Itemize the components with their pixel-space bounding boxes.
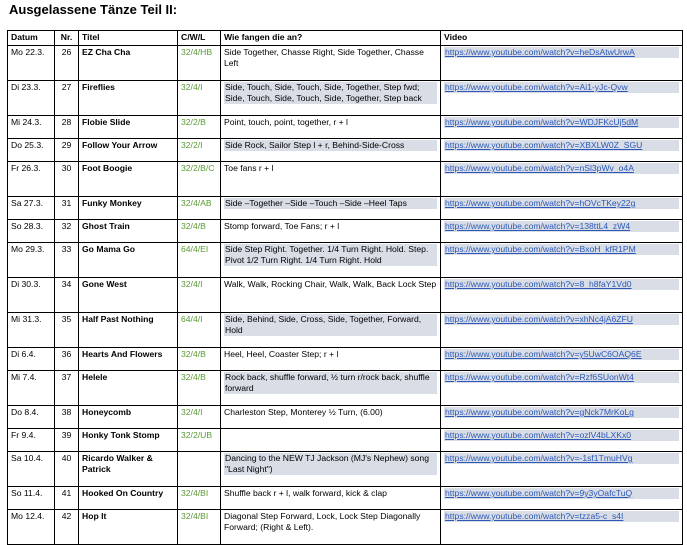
cwl-cell: 32/2/I <box>181 140 203 150</box>
title-cell: Gone West <box>82 279 127 289</box>
date-cell: Sa 27.3. <box>11 198 44 208</box>
nr-cell: 33 <box>61 244 72 254</box>
date-cell: Fr 9.4. <box>11 430 36 440</box>
video-link[interactable]: https://www.youtube.com/watch?v=y5UwC6OAQ6E <box>444 349 679 360</box>
video-link[interactable]: https://www.youtube.com/watch?v=138ttL4_zW4 <box>444 221 679 232</box>
table-row <box>8 371 683 406</box>
video-link[interactable]: https://www.youtube.com/watch?v=tzza5-c_s4I <box>444 511 679 522</box>
title-cell: Ghost Train <box>82 221 130 231</box>
date-cell: Mo 22.3. <box>11 47 45 57</box>
title-cell: Honeycomb <box>82 407 132 417</box>
date-cell: Mo 29.3. <box>11 244 45 254</box>
how-cell: Side, Behind, Side, Cross, Side, Together, Forward, Hold <box>224 314 437 336</box>
video-link[interactable]: https://www.youtube.com/watch?v=ozlV4bLXKx0 <box>444 430 679 441</box>
how-cell: Side –Together –Side –Touch –Side –Heel Taps <box>224 198 437 209</box>
page-title: Ausgelassene Tänze Teil II: <box>9 2 178 17</box>
table-row <box>8 162 683 197</box>
nr-cell: 32 <box>61 221 72 231</box>
table-row <box>8 243 683 278</box>
date-cell: Mo 12.4. <box>11 511 45 521</box>
table-row <box>8 46 683 81</box>
date-cell: Do 25.3. <box>11 140 44 150</box>
how-cell: Side Step Right. Together. 1/4 Turn Right. Hold. Step. Pivot 1/2 Turn Right. 1/4 Turn Right. Hold <box>224 244 437 266</box>
table-row <box>8 220 683 243</box>
cwl-cell: 32/4/BI <box>181 488 209 498</box>
dance-table <box>7 30 683 545</box>
title-cell: Fireflies <box>82 82 115 92</box>
cwl-cell: 32/4/AB <box>181 198 212 208</box>
video-link[interactable]: https://www.youtube.com/watch?v=XBXLW0Z_SGU <box>444 140 679 151</box>
nr-cell: 36 <box>61 349 72 359</box>
video-link[interactable]: https://www.youtube.com/watch?v=heDsAtwUrwA <box>444 47 679 58</box>
title-cell: Helele <box>82 372 108 382</box>
date-cell: Mi 7.4. <box>11 372 37 382</box>
title-cell: Funky Monkey <box>82 198 142 208</box>
date-cell: Fr 26.3. <box>11 163 41 173</box>
nr-cell: 39 <box>61 430 72 440</box>
cwl-cell: 32/4/I <box>181 279 203 289</box>
date-cell: Di 6.4. <box>11 349 36 359</box>
table-row <box>8 313 683 348</box>
title-cell: EZ Cha Cha <box>82 47 131 57</box>
nr-cell: 31 <box>61 198 72 208</box>
nr-cell: 37 <box>61 372 72 382</box>
how-cell: Rock back, shuffle forward, ½ turn r/rock back, shuffle forward <box>224 372 437 394</box>
how-cell: Diagonal Step Forward, Lock, Lock Step Diagonally Forward; (Right & Left). <box>224 511 421 532</box>
video-link[interactable]: https://www.youtube.com/watch?v=WDJFKcUj5dM <box>444 117 679 128</box>
nr-cell: 35 <box>61 314 72 324</box>
title-cell: Hop It <box>82 511 107 521</box>
date-cell: Di 30.3. <box>11 279 41 289</box>
video-link[interactable]: https://www.youtube.com/watch?v=nSl3pWv_o4A <box>444 163 679 174</box>
header-how: Wie fangen die an? <box>221 31 441 46</box>
table-row <box>8 429 683 452</box>
video-link[interactable]: https://www.youtube.com/watch?v=hOVcTKey22g <box>444 198 679 209</box>
table-row <box>8 278 683 313</box>
nr-cell: 38 <box>61 407 72 417</box>
header-nr: Nr. <box>55 31 79 46</box>
date-cell: Do 8.4. <box>11 407 39 417</box>
title-cell: Ricardo Walker & Patrick <box>82 453 153 474</box>
title-cell: Half Past Nothing <box>82 314 154 324</box>
header-title: Titel <box>79 31 178 46</box>
table-row <box>8 81 683 116</box>
how-cell: Stomp forward, Toe Fans; r + l <box>224 221 340 231</box>
nr-cell: 28 <box>61 117 72 127</box>
cwl-cell: 32/4/B <box>181 372 206 382</box>
cwl-cell: 64/4/EI <box>181 244 209 254</box>
nr-cell: 40 <box>61 453 72 463</box>
table-row <box>8 139 683 162</box>
title-cell: Flobie Slide <box>82 117 131 127</box>
title-cell: Hearts And Flowers <box>82 349 163 359</box>
title-cell: Hooked On Country <box>82 488 164 498</box>
video-link[interactable]: https://www.youtube.com/watch?v=BxoH_kfR1PM <box>444 244 679 255</box>
title-cell: Follow Your Arrow <box>82 140 158 150</box>
cwl-cell: 32/2/B <box>181 117 206 127</box>
nr-cell: 42 <box>61 511 72 521</box>
date-cell: Sa 10.4. <box>11 453 44 463</box>
cwl-cell: 32/4/B <box>181 221 206 231</box>
cwl-cell: 32/4/B <box>181 349 206 359</box>
cwl-cell: 32/4/BI <box>181 511 209 521</box>
how-cell: Point, touch, point, together, r + l <box>224 117 348 127</box>
nr-cell: 41 <box>61 488 72 498</box>
video-link[interactable]: https://www.youtube.com/watch?v=Ai1-yJc-Qvw <box>444 82 679 93</box>
table-row <box>8 116 683 139</box>
date-cell: Mi 24.3. <box>11 117 42 127</box>
how-cell: Side Rock, Sailor Step l + r, Behind-Side-Cross <box>224 140 437 151</box>
how-cell: Charleston Step, Monterey ½ Turn, (6.00) <box>224 407 383 417</box>
date-cell: So 28.3. <box>11 221 44 231</box>
nr-cell: 34 <box>61 279 72 289</box>
table-row <box>8 348 683 371</box>
table-row <box>8 487 683 510</box>
title-cell: Foot Boogie <box>82 163 133 173</box>
how-cell: Heel, Heel, Coaster Step; r + l <box>224 349 339 359</box>
video-link[interactable]: https://www.youtube.com/watch?v=Rzf6SUonWt4 <box>444 372 679 383</box>
how-cell: Toe fans r + l <box>224 163 274 173</box>
cwl-cell: 32/2/B/C <box>181 163 215 173</box>
table-row <box>8 197 683 220</box>
header-date: Datum <box>8 31 55 46</box>
header-video: Video <box>441 31 683 46</box>
video-link[interactable]: https://www.youtube.com/watch?v=-1sf1TmuHVg <box>444 453 679 464</box>
nr-cell: 29 <box>61 140 72 150</box>
video-link[interactable]: https://www.youtube.com/watch?v=gNck7MrKoLg <box>444 407 679 418</box>
cwl-cell: 32/2/UB <box>181 430 213 440</box>
date-cell: Di 23.3. <box>11 82 41 92</box>
table-header-row <box>8 31 683 46</box>
how-cell: Side Together, Chasse Right, Side Together, Chasse Left <box>224 47 424 68</box>
date-cell: Mi 31.3. <box>11 314 42 324</box>
how-cell: Walk, Walk, Rocking Chair, Walk, Walk, Back Lock Step <box>224 279 437 289</box>
how-cell: Dancing to the NEW TJ Jackson (MJ's Nephew) song "Last Night") <box>224 453 437 475</box>
date-cell: So 11.4. <box>11 488 43 498</box>
how-cell: Shuffle back r + l, walk forward, kick & clap <box>224 488 387 498</box>
cwl-cell: 32/4/I <box>181 407 203 417</box>
table-row <box>8 406 683 429</box>
cwl-cell: 32/4/HB <box>181 47 213 57</box>
title-cell: Go Mama Go <box>82 244 136 254</box>
header-cwl: C/W/L <box>178 31 221 46</box>
video-link[interactable]: https://www.youtube.com/watch?v=xhNc4jA6ZFU <box>444 314 679 325</box>
table-row <box>8 452 683 487</box>
table-row <box>8 510 683 545</box>
video-link[interactable]: https://www.youtube.com/watch?v=8_h8faY1Vd0 <box>444 279 679 290</box>
nr-cell: 27 <box>61 82 72 92</box>
title-cell: Honky Tonk Stomp <box>82 430 160 440</box>
video-link[interactable]: https://www.youtube.com/watch?v=9y3yOafcTuQ <box>444 488 679 499</box>
how-cell: Side, Touch, Side, Touch, Side, Together, Step fwd; Side, Touch, Side, Touch, Side, Together, Step back <box>224 82 437 104</box>
cwl-cell: 64/4/I <box>181 314 203 324</box>
cwl-cell: 32/4/I <box>181 82 203 92</box>
nr-cell: 26 <box>61 47 72 57</box>
nr-cell: 30 <box>61 163 72 173</box>
